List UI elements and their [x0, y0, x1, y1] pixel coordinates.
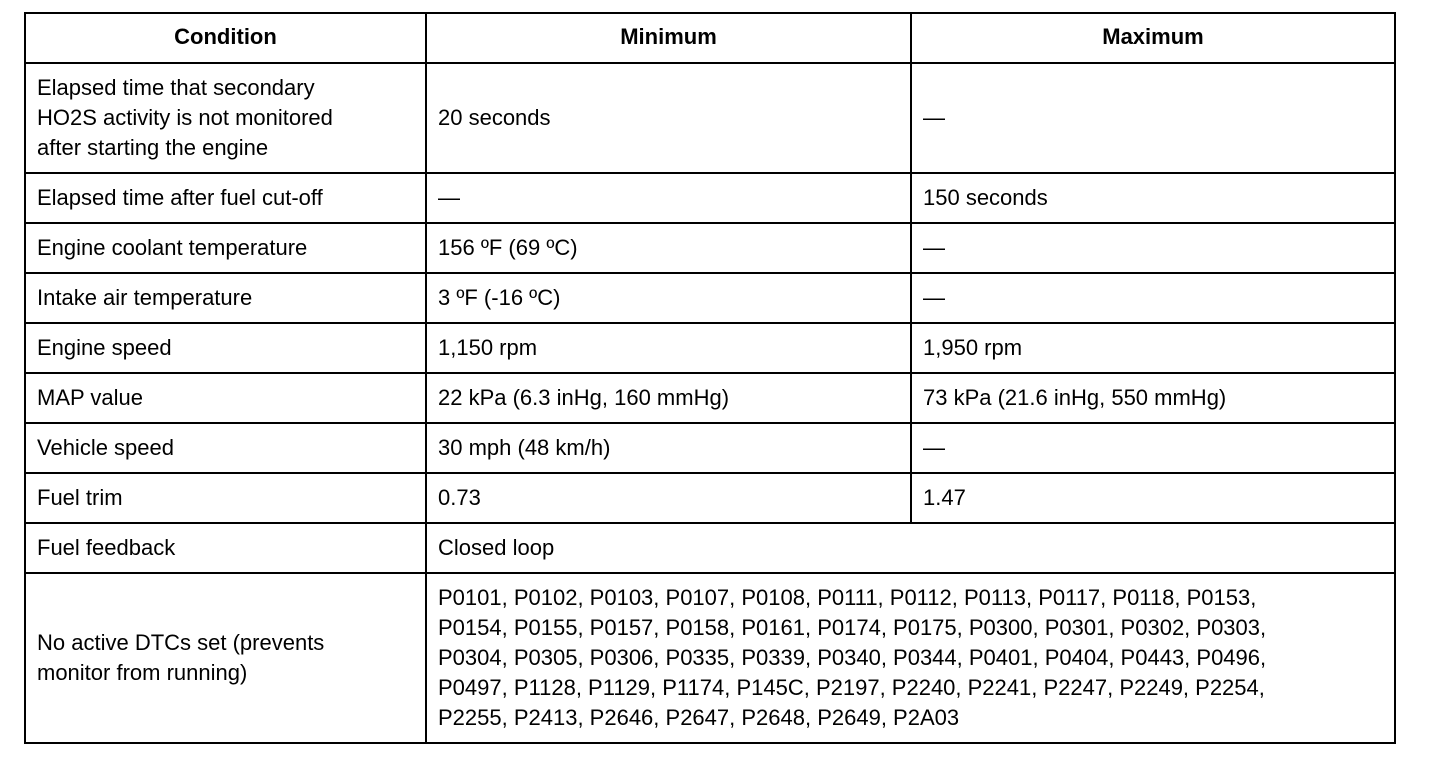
dtc-line: P0154, P0155, P0157, P0158, P0161, P0174, P0175, P0300, P0301, P0302, P0303, — [438, 615, 1267, 640]
condition-cell: Fuel trim — [25, 473, 426, 523]
header-condition: Condition — [25, 13, 426, 63]
minimum-cell: 20 seconds — [426, 63, 911, 173]
dtc-line: P0304, P0305, P0306, P0335, P0339, P0340, P0344, P0401, P0404, P0443, P0496, — [438, 645, 1267, 670]
condition-cell — [25, 573, 426, 743]
minimum-cell: 1,150 rpm — [426, 323, 911, 373]
condition-cell: Engine speed — [25, 323, 426, 373]
maximum-cell: — — [911, 423, 1395, 473]
condition-line: No active DTCs set (prevents — [37, 630, 325, 655]
table-row — [25, 323, 1395, 373]
condition-line: after starting the engine — [37, 135, 269, 160]
header-minimum: Minimum — [426, 13, 911, 63]
dtc-list-cell — [426, 573, 1395, 743]
dtc-line: P0497, P1128, P1129, P1174, P145C, P2197, P2240, P2241, P2247, P2249, P2254, — [438, 675, 1265, 700]
maximum-cell: 1.47 — [911, 473, 1395, 523]
table-row — [25, 573, 1395, 743]
table-row — [25, 523, 1395, 573]
table-row — [25, 423, 1395, 473]
minimum-cell: 30 mph (48 km/h) — [426, 423, 911, 473]
header-row — [25, 13, 1395, 63]
table-row — [25, 373, 1395, 423]
minimum-cell: 156 ºF (69 ºC) — [426, 223, 911, 273]
condition-cell: Engine coolant temperature — [25, 223, 426, 273]
dtc-line: P0101, P0102, P0103, P0107, P0108, P0111, P0112, P0113, P0117, P0118, P0153, — [438, 585, 1257, 610]
table-row — [25, 63, 1395, 173]
minimum-cell: — — [426, 173, 911, 223]
table-row — [25, 173, 1395, 223]
maximum-cell: 1,950 rpm — [911, 323, 1395, 373]
maximum-cell: 73 kPa (21.6 inHg, 550 mmHg) — [911, 373, 1395, 423]
condition-cell: MAP value — [25, 373, 426, 423]
dtc-line: P2255, P2413, P2646, P2647, P2648, P2649, P2A03 — [438, 705, 960, 730]
maximum-cell: 150 seconds — [911, 173, 1395, 223]
condition-cell: Vehicle speed — [25, 423, 426, 473]
minimum-cell: 0.73 — [426, 473, 911, 523]
table-row — [25, 273, 1395, 323]
condition-cell — [25, 63, 426, 173]
maximum-cell: — — [911, 63, 1395, 173]
table-row — [25, 223, 1395, 273]
value-cell: Closed loop — [426, 523, 1395, 573]
condition-line: HO2S activity is not monitored — [37, 105, 333, 130]
condition-cell: Elapsed time after fuel cut-off — [25, 173, 426, 223]
minimum-cell: 22 kPa (6.3 inHg, 160 mmHg) — [426, 373, 911, 423]
condition-line: Elapsed time that secondary — [37, 75, 315, 100]
condition-cell: Fuel feedback — [25, 523, 426, 573]
conditions-table — [24, 12, 1396, 744]
maximum-cell: — — [911, 273, 1395, 323]
maximum-cell: — — [911, 223, 1395, 273]
header-maximum: Maximum — [911, 13, 1395, 63]
minimum-cell: 3 ºF (-16 ºC) — [426, 273, 911, 323]
table-row — [25, 473, 1395, 523]
condition-line: monitor from running) — [37, 660, 248, 685]
condition-cell: Intake air temperature — [25, 273, 426, 323]
